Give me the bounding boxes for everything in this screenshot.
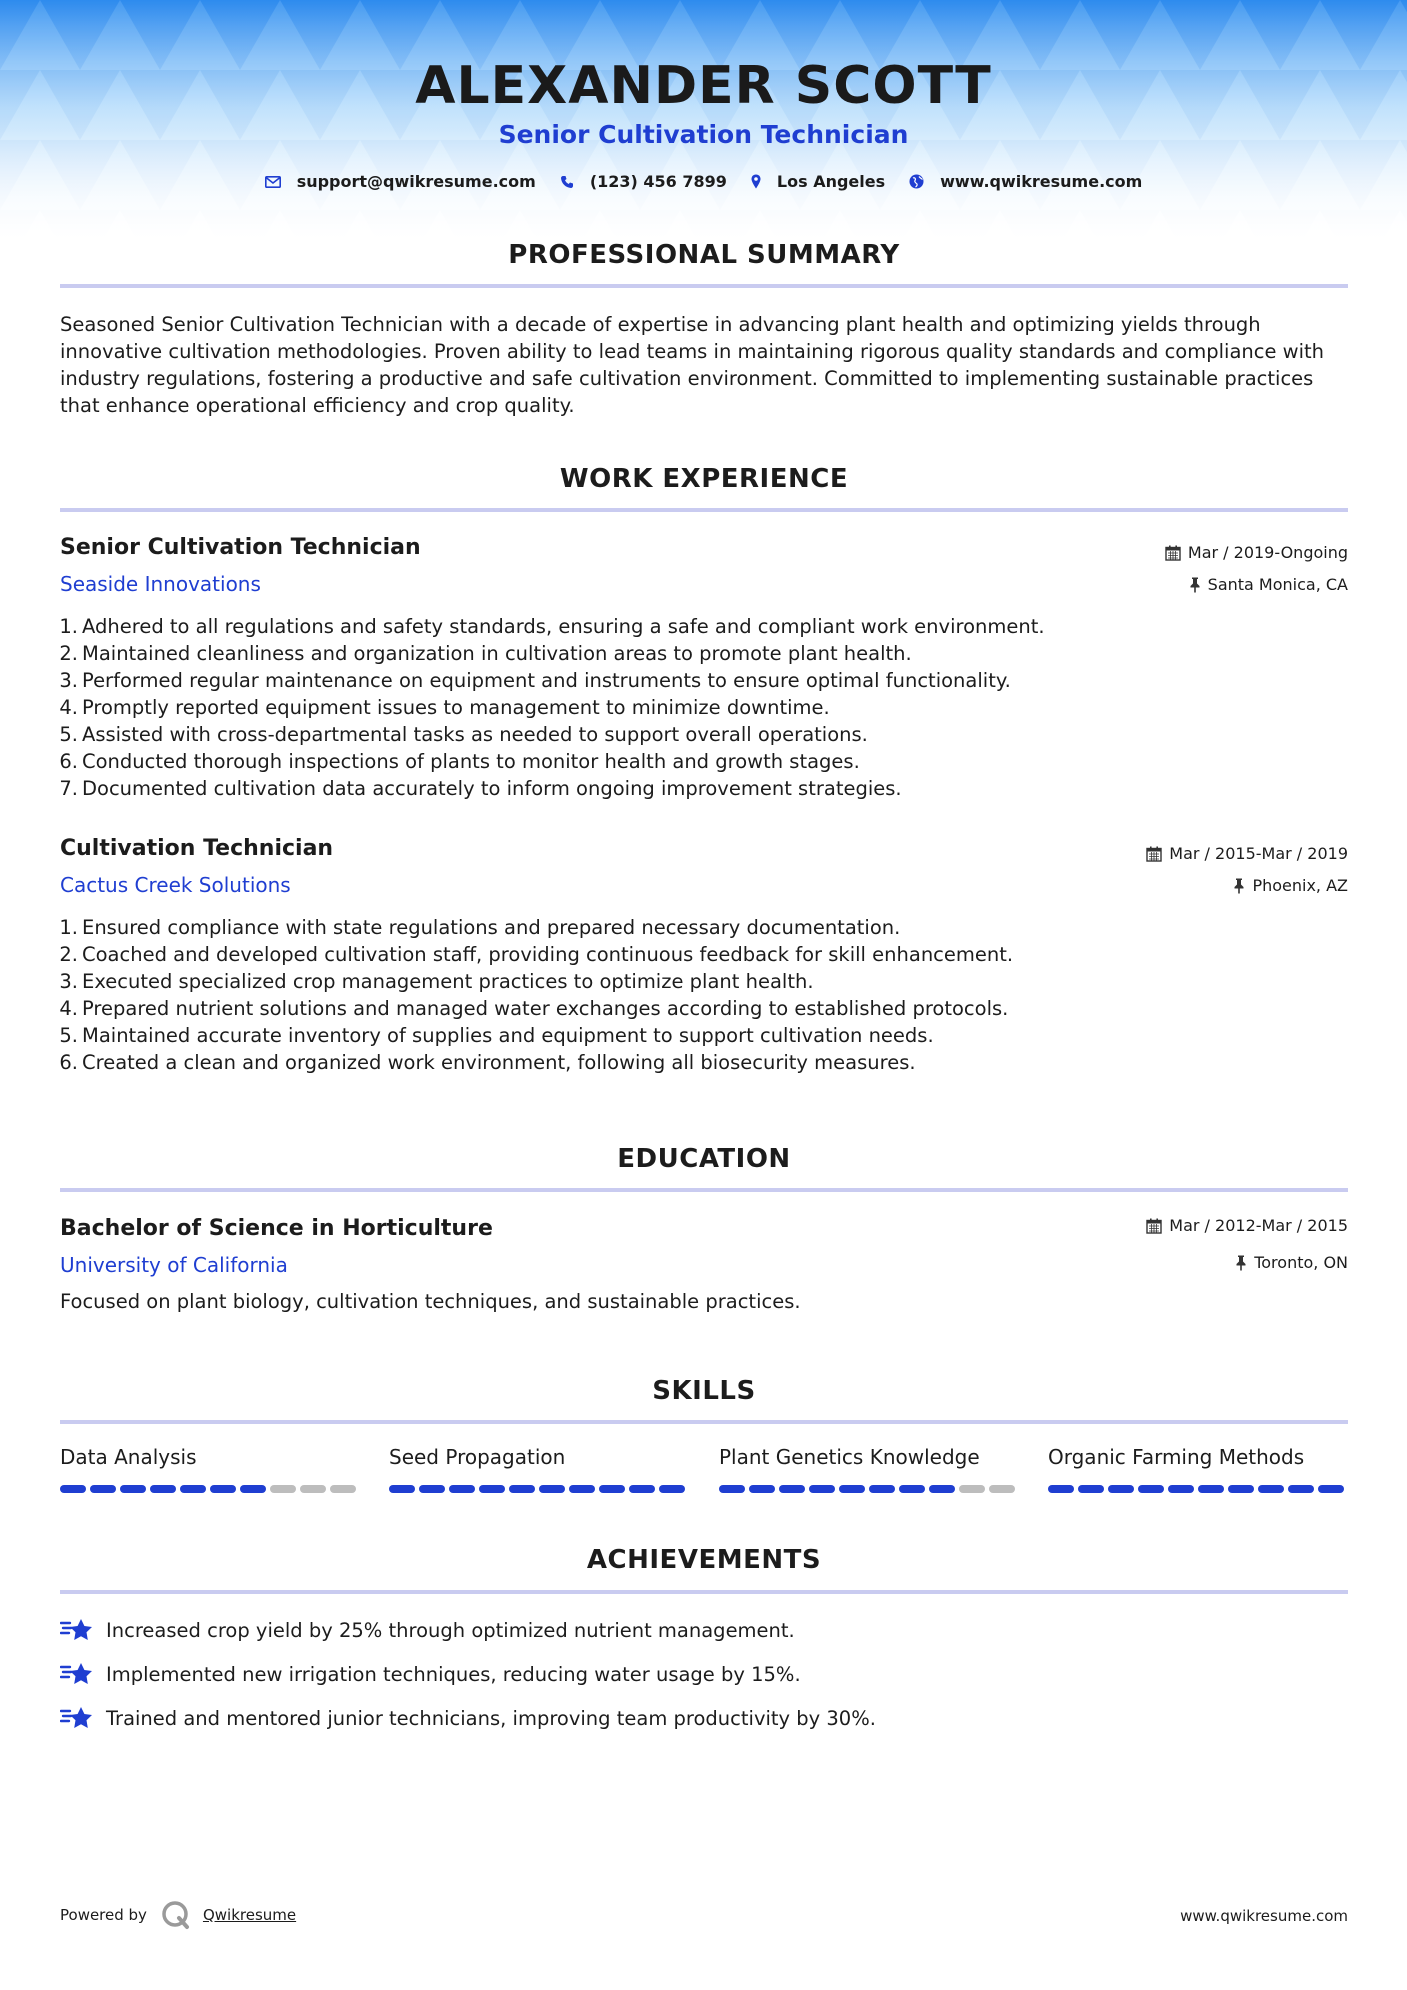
contact-row: [0, 172, 1407, 191]
skill-name: Data Analysis: [60, 1445, 197, 1469]
skill-segment-filled: [1108, 1485, 1134, 1493]
list-item: 2. Maintained cleanliness and organization in cultivation areas to promote plant health.: [59, 642, 912, 665]
job-location-text: Phoenix, AZ: [1252, 876, 1348, 895]
qwikresume-logo-icon: [161, 1900, 191, 1930]
list-item: 1. Ensured compliance with state regulations and prepared necessary documentation.: [59, 916, 901, 939]
skill-level-bar: [389, 1485, 689, 1493]
achievement-text: Implemented new irrigation techniques, reducing water usage by 15%.: [106, 1662, 801, 1686]
list-item: 3. Executed specialized crop management practices to optimize plant health.: [59, 970, 814, 993]
skill-segment-filled: [90, 1485, 116, 1493]
website-text: www.qwikresume.com: [940, 172, 1143, 191]
job-location-text: Santa Monica, CA: [1207, 575, 1348, 594]
skill-name: Plant Genetics Knowledge: [719, 1445, 980, 1469]
job-dates-text: Mar / 2015-Mar / 2019: [1169, 844, 1348, 863]
experience-divider: [60, 508, 1348, 512]
contact-phone[interactable]: [560, 172, 727, 191]
footer-website[interactable]: www.qwikresume.com: [1180, 1907, 1348, 1925]
skill-segment-filled: [539, 1485, 565, 1493]
skill-segment-filled: [1138, 1485, 1164, 1493]
skill-segment-filled: [1198, 1485, 1224, 1493]
education-divider: [60, 1188, 1348, 1192]
skill-level-bar: [719, 1485, 1019, 1493]
contact-email[interactable]: [265, 172, 536, 191]
envelope-icon: [265, 176, 281, 188]
achievements-heading: ACHIEVEMENTS: [586, 1545, 822, 1575]
achievement-item: [60, 1704, 876, 1732]
skill-segment-filled: [1048, 1485, 1074, 1493]
star-icon: [60, 1660, 94, 1688]
job-bullets: [56, 613, 1296, 802]
skill-segment-filled: [929, 1485, 955, 1493]
pushpin-icon: [1235, 1255, 1247, 1271]
achievement-item: [60, 1616, 795, 1644]
skill-segment-filled: [389, 1485, 415, 1493]
star-icon: [60, 1616, 94, 1644]
achievement-item: [60, 1660, 801, 1688]
calendar-icon: [1146, 1218, 1162, 1234]
education-location: [1235, 1253, 1348, 1272]
achievements-divider: [60, 1590, 1348, 1594]
qwikresume-link[interactable]: Qwikresume: [202, 1906, 297, 1924]
job-bullets: [56, 914, 1296, 1076]
footer-powered-by: [60, 1900, 296, 1930]
skill-name: Seed Propagation: [389, 1445, 566, 1469]
skill-name: Organic Farming Methods: [1048, 1445, 1305, 1469]
skill-segment-filled: [779, 1485, 805, 1493]
skill-segment-filled: [240, 1485, 266, 1493]
skill-level-bar: [60, 1485, 360, 1493]
contact-website[interactable]: [909, 172, 1142, 191]
contact-location: [751, 172, 885, 191]
candidate-title: Senior Cultivation Technician: [498, 120, 909, 149]
skill-segment-filled: [180, 1485, 206, 1493]
summary-heading: PROFESSIONAL SUMMARY: [508, 240, 900, 270]
list-item: 5. Maintained accurate inventory of supplies and equipment to support cultivation needs.: [59, 1024, 934, 1047]
skill-item: [60, 1445, 360, 1493]
achievement-text: Trained and mentored junior technicians, improving team productivity by 30%.: [106, 1706, 876, 1730]
skill-level-bar: [1048, 1485, 1348, 1493]
calendar-icon: [1146, 846, 1162, 862]
skill-item: [719, 1445, 1019, 1493]
calendar-icon: [1165, 545, 1181, 561]
skill-segment-filled: [150, 1485, 176, 1493]
list-item: 2. Coached and developed cultivation staff, providing continuous feedback for skill enhancement.: [59, 943, 1014, 966]
list-item: 3. Performed regular maintenance on equipment and instruments to ensure optimal functionality.: [59, 669, 1011, 692]
skill-segment-filled: [509, 1485, 535, 1493]
skill-segment-filled: [749, 1485, 775, 1493]
skill-segment-filled: [419, 1485, 445, 1493]
pushpin-icon: [1189, 577, 1201, 593]
phone-icon: [560, 175, 574, 189]
education-dates: [1146, 1216, 1348, 1235]
experience-heading: WORK EXPERIENCE: [559, 464, 849, 494]
skill-segment-filled: [659, 1485, 685, 1493]
skill-segment-filled: [839, 1485, 865, 1493]
school-name: University of California: [60, 1253, 288, 1277]
skill-segment-empty: [270, 1485, 296, 1493]
location-text: Los Angeles: [776, 172, 886, 191]
skill-segment-filled: [479, 1485, 505, 1493]
phone-text: (123) 456 7899: [589, 172, 727, 191]
skill-segment-empty: [959, 1485, 985, 1493]
skill-segment-filled: [60, 1485, 86, 1493]
star-icon: [60, 1704, 94, 1732]
candidate-name: ALEXANDER SCOTT: [415, 56, 992, 116]
company-name: Cactus Creek Solutions: [60, 873, 291, 897]
degree-title: Bachelor of Science in Horticulture: [60, 1216, 493, 1241]
skill-segment-filled: [719, 1485, 745, 1493]
summary-text: Seasoned Senior Cultivation Technician with a decade of expertise in advancing plant health and optimizing yields through innovative cultivation methodologies. Proven ability to lead teams in maintaining rigorous quality standards and compliance with industry regulations, fostering a productive and safe cultivation environment. Committed to implementing sustainable practices that enhance operational efficiency and crop quality.: [60, 313, 1325, 417]
list-item: 6. Created a clean and organized work environment, following all biosecurity measures.: [59, 1051, 916, 1074]
education-heading: EDUCATION: [617, 1144, 791, 1174]
job-dates-text: Mar / 2019-Ongoing: [1187, 543, 1348, 562]
skill-segment-filled: [1078, 1485, 1104, 1493]
job-location: [1233, 876, 1348, 895]
list-item: 4. Promptly reported equipment issues to management to minimize downtime.: [59, 696, 830, 719]
map-pin-icon: [751, 174, 761, 189]
email-text: support@qwikresume.com: [296, 172, 536, 191]
skill-segment-filled: [1288, 1485, 1314, 1493]
list-item: 5. Assisted with cross-departmental tasks as needed to support overall operations.: [59, 723, 868, 746]
skill-segment-filled: [1258, 1485, 1284, 1493]
powered-by-text: Powered by: [60, 1906, 147, 1924]
job-dates: [1165, 543, 1348, 562]
company-name: Seaside Innovations: [60, 572, 261, 596]
skill-segment-filled: [899, 1485, 925, 1493]
skills-divider: [60, 1420, 1348, 1424]
skill-segment-filled: [1318, 1485, 1344, 1493]
job-title: Senior Cultivation Technician: [60, 535, 421, 560]
education-dates-text: Mar / 2012-Mar / 2015: [1169, 1216, 1348, 1235]
skill-segment-filled: [1168, 1485, 1194, 1493]
skill-segment-filled: [120, 1485, 146, 1493]
job-location: [1189, 575, 1348, 594]
skill-segment-filled: [569, 1485, 595, 1493]
skill-segment-filled: [629, 1485, 655, 1493]
skill-segment-filled: [210, 1485, 236, 1493]
skill-segment-filled: [809, 1485, 835, 1493]
list-item: 1. Adhered to all regulations and safety standards, ensuring a safe and compliant work environment.: [59, 615, 1045, 638]
globe-icon: [909, 174, 924, 189]
list-item: 6. Conducted thorough inspections of plants to monitor health and growth stages.: [59, 750, 860, 773]
job-title: Cultivation Technician: [60, 836, 334, 861]
list-item: 4. Prepared nutrient solutions and managed water exchanges according to established protocols.: [59, 997, 1009, 1020]
skill-item: [389, 1445, 689, 1493]
skill-segment-filled: [869, 1485, 895, 1493]
skills-heading: SKILLS: [652, 1376, 756, 1406]
achievement-text: Increased crop yield by 25% through optimized nutrient management.: [106, 1618, 795, 1642]
education-location-text: Toronto, ON: [1254, 1253, 1348, 1272]
skill-segment-filled: [449, 1485, 475, 1493]
pushpin-icon: [1233, 878, 1245, 894]
skill-segment-empty: [330, 1485, 356, 1493]
skill-segment-filled: [599, 1485, 625, 1493]
skill-segment-filled: [1228, 1485, 1254, 1493]
skill-segment-empty: [989, 1485, 1015, 1493]
list-item: 7. Documented cultivation data accurately to inform ongoing improvement strategies.: [59, 777, 902, 800]
skill-segment-empty: [300, 1485, 326, 1493]
job-dates: [1146, 844, 1348, 863]
education-description: Focused on plant biology, cultivation techniques, and sustainable practices.: [60, 1290, 801, 1313]
skill-item: [1048, 1445, 1348, 1493]
summary-divider: [60, 284, 1348, 288]
